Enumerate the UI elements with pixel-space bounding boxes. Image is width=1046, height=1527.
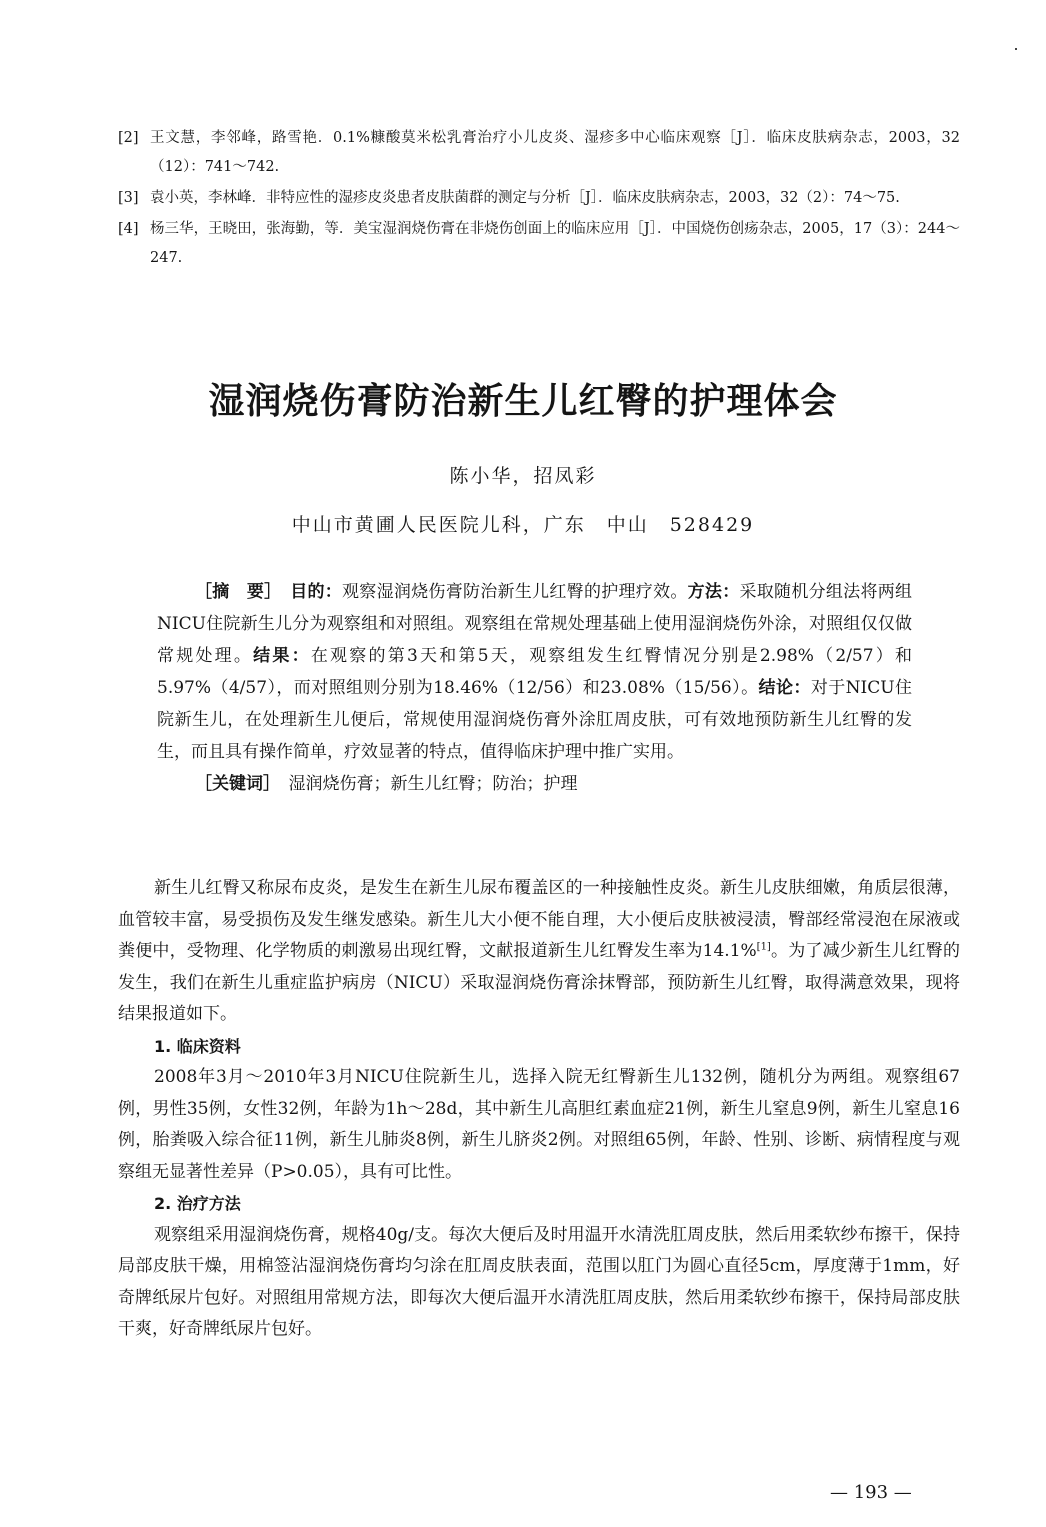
intro-text-a: 新生儿红臀又称尿布皮炎，是发生在新生儿尿布覆盖区的一种接触性皮炎。新生儿皮肤细嫩，角质层很薄，血管较丰富，易受损伤及发生继发感染。新生儿大小便不能自理，大小便后皮肤被浸渍，臀部经常浸泡在尿液或粪便中，受物理、化学物质的刺激易出现红臀，文献报道新生儿红臀发生率为14.1%: [118, 878, 960, 961]
section-paragraph: 2008年3月～2010年3月NICU住院新生儿，选择入院无红臀新生儿132例，随机分为两组。观察组67例，男性35例，女性32例，年龄为1h～28d，其中新生儿高胆红素血症21例，新生儿窒息9例，新生儿窒息16例，胎粪吸入综合征11例，新生儿肺炎8例，新生儿脐炎2例。对照组65例，年龄、性别、诊断、病情程度与观察组无显著性差异（P>0.05），具有可比性。: [118, 1067, 960, 1182]
conclusion-label: 结论：: [758, 678, 811, 698]
article-body: [118, 873, 960, 1346]
intro-text-b: 。为了减少新生儿红臀的发生，我们在新生儿重症监护病房（NICU）采取湿润烧伤膏涂抹臀部，预防新生儿红臀，取得满意效果，现将结果报道如下。: [118, 941, 960, 1024]
keywords: [157, 768, 912, 800]
objective-text: 观察湿润烧伤膏防治新生儿红臀的护理疗效。: [342, 582, 688, 602]
article-affiliation: 中山市黄圃人民医院儿科，广东 中山 528429: [291, 514, 755, 536]
result-text: 在观察的第3天和第5天，观察组发生红臀情况分别是2.98%（2/57）和5.97%（4/57），而对照组则分别为18.46%（12/56）和23.08%（15/56）。: [157, 646, 913, 698]
keywords-text: 湿润烧伤膏；新生儿红臀；防治；护理: [288, 774, 578, 794]
method-text: 采取随机分组法将两组NICU住院新生儿分为观察组和对照组。观察组在常规处理基础上使用湿润烧伤外涂，对照组仅仅做常规处理。: [157, 582, 913, 666]
article-title: 湿润烧伤膏防治新生儿红臀的护理体会: [208, 381, 838, 422]
reference-item: [118, 124, 960, 182]
abstract-label: ［摘 要］: [195, 582, 273, 602]
result-label: 结果：: [253, 646, 311, 666]
section-paragraph: 观察组采用湿润烧伤膏，规格40g/支。每次大便后及时用温开水清洗肛周皮肤，然后用柔软纱布擦干，保持局部皮肤干燥，用棉签沾湿润烧伤膏均匀涂在肛周皮肤表面，范围以肛门为圆心直径5cm，厚度薄于1mm，好奇牌纸尿片包好。对照组用常规方法，即每次大便后温开水清洗肛周皮肤，然后用柔软纱布擦干，保持局部皮肤干爽，好奇牌纸尿片包好。: [118, 1224, 960, 1339]
citation: [1]: [756, 941, 771, 953]
reference-number: [2]: [118, 130, 139, 146]
scan-mark: [1015, 48, 1017, 50]
section-heading: 1. 临床资料: [154, 1036, 241, 1056]
reference-item: [118, 215, 960, 273]
reference-text: 王文慧，李邻峰，路雪艳．0.1%糠酸莫米松乳膏治疗小儿皮炎、湿疹多中心临床观察［J］．临床皮肤病杂志，2003，32（12）：741～742.: [150, 130, 960, 175]
method-label: 方法：: [687, 582, 740, 602]
reference-item: [118, 184, 960, 213]
keywords-label: ［关键词］: [195, 774, 272, 794]
reference-text: 袁小英，李林峰．非特应性的湿疹皮炎患者皮肤菌群的测定与分析［J］．临床皮肤病杂志，2003，32（2）：74～75.: [150, 190, 900, 206]
reference-number: [4]: [118, 221, 139, 237]
page-number: — 193 —: [830, 1482, 912, 1503]
abstract: [157, 576, 912, 800]
article-authors: 陈小华，招凤彩: [449, 465, 597, 487]
reference-number: [3]: [118, 190, 139, 206]
conclusion-text: 对于NICU住院新生儿，在处理新生儿便后，常规使用湿润烧伤膏外涂肛周皮肤，可有效地预防新生儿红臀的发生，而且具有操作简单，疗效显著的特点，值得临床护理中推广实用。: [157, 678, 913, 762]
abstract-body: [157, 576, 912, 768]
intro-paragraph: [118, 873, 960, 1031]
section-heading: 2. 治疗方法: [154, 1194, 241, 1213]
reference-list: [118, 124, 960, 275]
reference-text: 杨三华，王晓田，张海勤，等．美宝湿润烧伤膏在非烧伤创面上的临床应用［J］．中国烧伤创疡杂志，2005，17（3）：244～247.: [150, 221, 960, 266]
objective-label: 目的：: [290, 582, 343, 602]
